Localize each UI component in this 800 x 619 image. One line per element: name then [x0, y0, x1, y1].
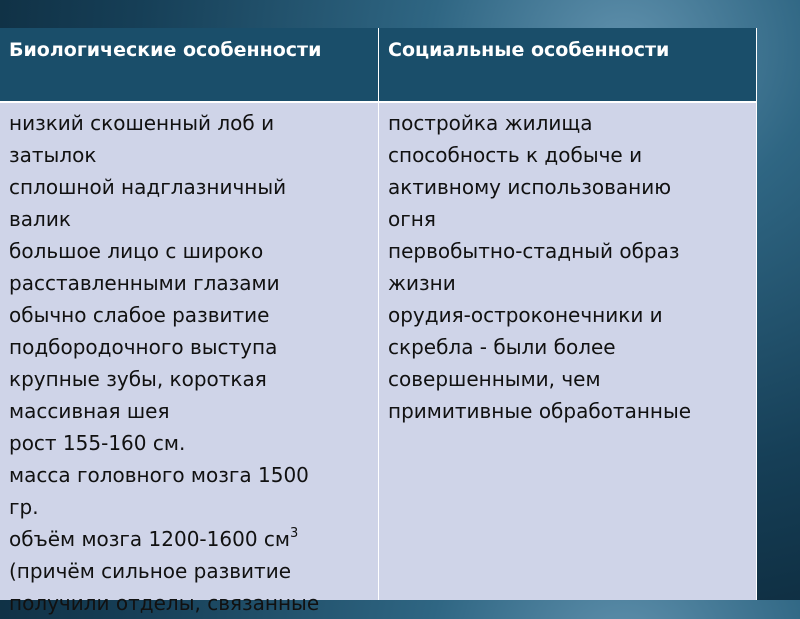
text-line: затылок — [9, 143, 97, 167]
text-line: низкий скошенный лоб и — [9, 111, 275, 135]
volume-text: объём мозга 1200-1600 см — [9, 527, 290, 551]
text-line: массивная шея — [9, 399, 170, 423]
text-line-volume — [9, 523, 372, 555]
comparison-table — [0, 28, 757, 615]
text-line: постройка жилища — [388, 111, 593, 135]
superscript: 3 — [290, 526, 299, 541]
text-line: первобытно-стадный образ — [388, 239, 680, 263]
text-line: жизни — [388, 271, 456, 295]
text-line: активному использованию — [388, 175, 672, 199]
column-divider — [378, 28, 379, 600]
cell-social-features — [379, 102, 756, 600]
header-biological: Биологические особенности — [9, 39, 322, 61]
text-line: крупные зубы, короткая — [9, 367, 267, 391]
text-line: орудия-остроконечники и — [388, 303, 663, 327]
text-line: получили отделы, связанные — [9, 591, 320, 615]
table-right-border — [756, 28, 757, 600]
text-line: обычно слабое развитие — [9, 303, 270, 327]
text-line: (причём сильное развитие — [9, 559, 292, 583]
text-line: большое лицо с широко — [9, 239, 264, 263]
text-line: валик — [9, 207, 71, 231]
text-line: расставленными глазами — [9, 271, 280, 295]
text-line: примитивные обработанные — [388, 399, 692, 423]
text-line: гр. — [9, 495, 39, 519]
text-line: подбородочного выступа — [9, 335, 278, 359]
text-line: рост 155-160 см. — [9, 431, 186, 455]
header-social: Социальные особенности — [388, 39, 670, 61]
cell-biological-features — [0, 102, 378, 615]
text-line: огня — [388, 207, 436, 231]
text-line: масса головного мозга 1500 — [9, 463, 309, 487]
text-line: способность к добыче и — [388, 143, 643, 167]
text-line: сплошной надглазничный — [9, 175, 287, 199]
text-line: совершенными, чем — [388, 367, 601, 391]
text-line: скребла - были более — [388, 335, 616, 359]
